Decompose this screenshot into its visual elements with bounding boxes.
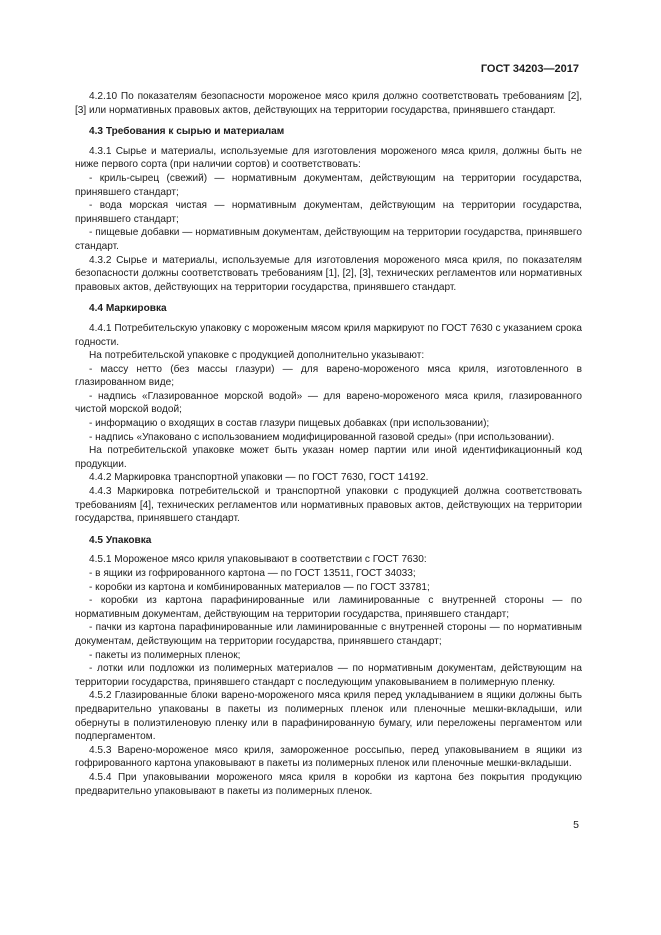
list-item: - вода морская чистая — нормативным документам, действующим на территории государства, принявшего стандарт; — [75, 200, 582, 225]
list-item: - надпись «Глазированное морской водой» — для варено-мороженого мяса криля, глазированного чистой морской водой; — [75, 390, 582, 416]
paragraph-4-4-3: 4.4.3 Маркировка потребительской и транспортной упаковки с продукцией должна соответствовать требованиям [4], технических регламентов или нормативных правовых актов, действующих на территории государства, принявшего стандарт. — [75, 486, 582, 525]
paragraph: На потребительской упаковке с продукцией дополнительно указывают: — [89, 350, 425, 362]
list-item: - пачки из картона парафинированные или ламинированные с внутренней стороны — по нормативным документам, действующим на территории государства, принявшего стандарт; — [75, 622, 582, 647]
paragraph-4-5-1: 4.5.1 Мороженое мясо криля упаковывают в соответствии с ГОСТ 7630: — [89, 554, 427, 566]
list-item: - в ящики из гофрированного картона — по ГОСТ 13511, ГОСТ 34033; — [89, 568, 416, 579]
list-item: - пакеты из полимерных пленок; — [89, 649, 241, 661]
list-item: - коробки из картона и комбинированных материалов — по ГОСТ 33781; — [89, 581, 430, 593]
paragraph-4-3-2: 4.3.2 Сырье и материалы, используемые для изготовления мороженого мяса криля, по показателям безопасности должны соответствовать требованиям [1], [2], [3], технических регламентов или нормативных правовых актов, действующих на территории государства, принявшего стандарт. — [75, 254, 582, 293]
list-item: - пищевые добавки — нормативным документам, действующим на территории государства, принявшего стандарт. — [75, 227, 582, 252]
paragraph-4-5-4: 4.5.4 При упаковывании мороженого мяса криля в коробки из картона без покрытия продукцию предварительно упаковывают в пакеты из полимерных пленок. — [75, 771, 582, 797]
paragraph-4-4-2: 4.4.2 Маркировка транспортной упаковки — по ГОСТ 7630, ГОСТ 14192. — [89, 472, 429, 484]
paragraph-4-5-2: 4.5.2 Глазированные блоки варено-мороженого мяса криля перед укладыванием в ящики должны быть предварительно упакованы в пакеты из полимерных пленок или пленочные мешки-вкладыши, или обернуты в полиэтиленовую пленку или в парафинированную бумагу, или переложены пергаментом или подпергаментом. — [75, 690, 582, 743]
list-item: - массу нетто (без массы глазури) — для варено-мороженого мяса криля, изготовленного в глазированном виде; — [75, 363, 582, 389]
paragraph-4-2-10: 4.2.10 По показателям безопасности мороженое мясо криля должно соответствовать требованиям [2], [3] или нормативных правовых актов, действующих на территории государства, принявшего стандарт. — [75, 91, 582, 116]
paragraph: На потребительской упаковке может быть указан номер партии или иной идентификационный код продукции. — [75, 445, 582, 470]
list-item: - информацию о входящих в состав глазури пищевых добавках (при использовании); — [89, 418, 490, 430]
paragraph-4-3-1: 4.3.1 Сырье и материалы, используемые для изготовления мороженого мяса криля, должны быть не ниже первого сорта (при наличии сортов) и соответствовать: — [75, 145, 582, 171]
list-item: - криль-сырец (свежий) — нормативным документам, действующим на территории государства, принявшего стандарт; — [75, 172, 582, 198]
list-item: - лотки или подложки из полимерных материалов — по нормативным документам, действующим на территории государства, принявшего стандарт с последующим упаковыванием в полимерную пленку. — [75, 663, 582, 688]
paragraph-4-5-3: 4.5.3 Варено-мороженое мясо криля, замороженное россыпью, перед упаковыванием в ящики из гофрированного картона упаковывают в пакеты из полимерных пленок или пленочные мешки-вкладыши. — [75, 744, 582, 770]
list-item: - коробки из картона парафинированные или ламинированные с внутренней стороны — по нормативным документам, действующим на территории государства, принявшего стандарт; — [75, 595, 582, 620]
paragraph-4-4-1: 4.4.1 Потребительскую упаковку с мороженым мясом криля маркируют по ГОСТ 7630 с указанием срока годности. — [75, 322, 582, 348]
document-body — [75, 90, 582, 798]
section-heading-4-3: 4.3 Требования к сырью и материалам — [89, 126, 285, 138]
page-number: 5 — [573, 819, 579, 831]
list-item: - надпись «Упаковано с использованием модифицированной газовой среды» (при использовании). — [89, 431, 555, 443]
section-heading-4-4: 4.4 Маркировка — [89, 303, 167, 315]
section-heading-4-5: 4.5 Упаковка — [89, 534, 152, 546]
document-designation: ГОСТ 34203—2017 — [480, 63, 579, 75]
